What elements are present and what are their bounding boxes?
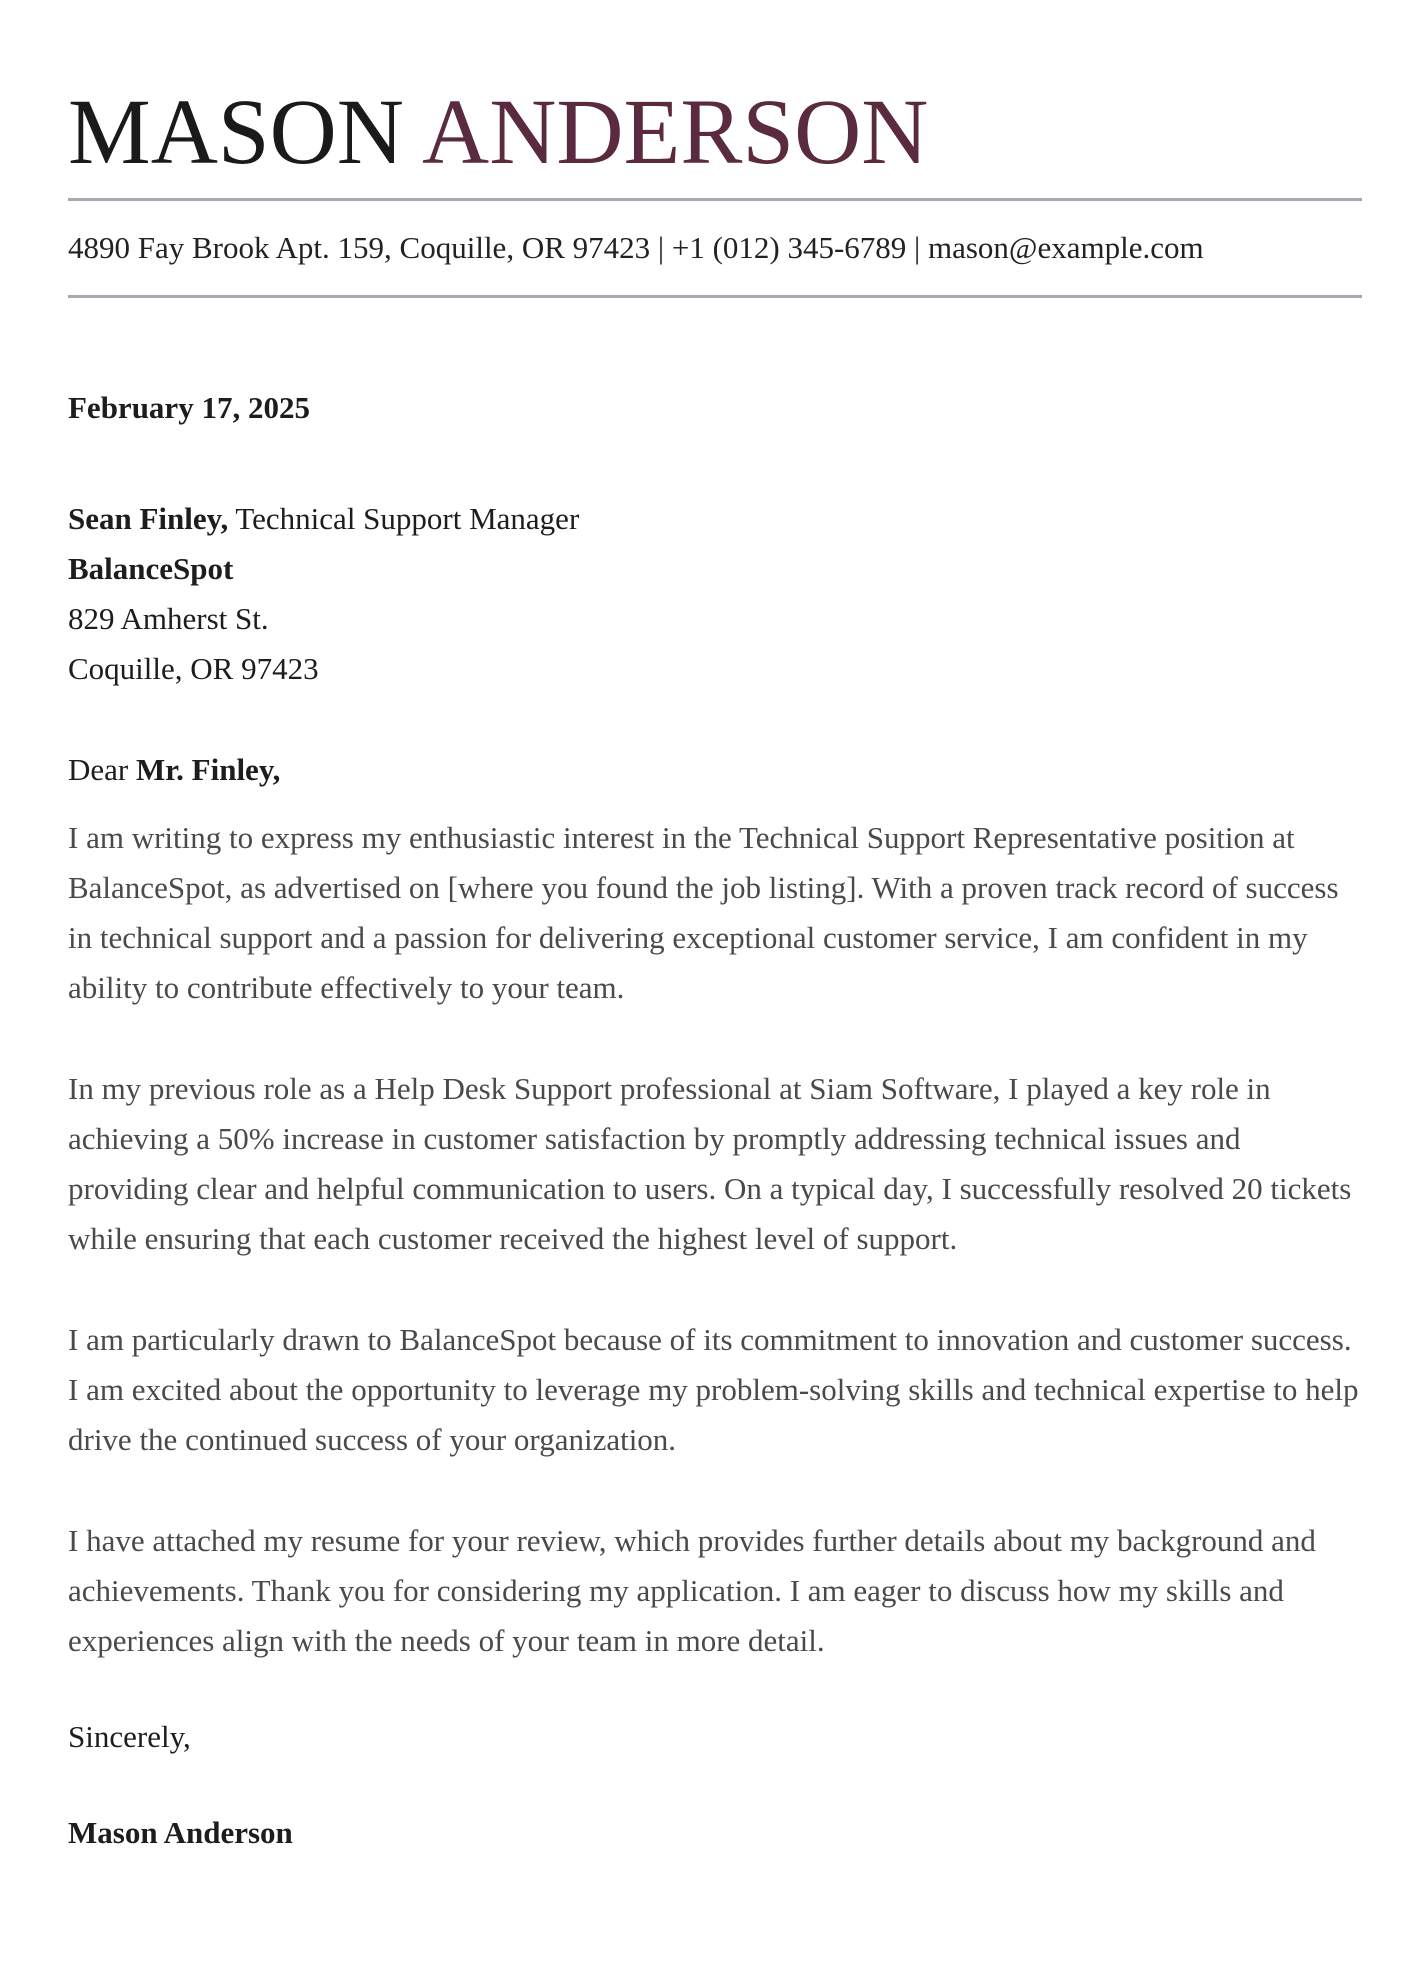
closing: Sincerely, <box>68 1719 191 1754</box>
salutation <box>68 750 1362 790</box>
cover-letter-page <box>68 0 1362 1853</box>
header-bottom-divider <box>68 295 1362 298</box>
recipient-name: Sean Finley, <box>68 501 229 536</box>
recipient-street: 829 Amherst St. <box>68 601 269 636</box>
last-name: ANDERSON <box>422 81 929 184</box>
recipient-block <box>68 494 1362 694</box>
contact-line: 4890 Fay Brook Apt. 159, Coquille, OR 97423 | +1 (012) 345-6789 | mason@example.com <box>68 230 1204 265</box>
body-paragraph: I am particularly drawn to BalanceSpot because of its commitment to innovation and customer success. I am excited about the opportunity to leverage my problem-solving skills and technical expertise to help drive the continued success of your organization. <box>68 1322 1359 1457</box>
salutation-name: Mr. Finley, <box>135 752 281 787</box>
first-name: MASON <box>68 81 404 184</box>
recipient-company: BalanceSpot <box>68 551 234 586</box>
applicant-name-header <box>68 0 1362 188</box>
body-paragraph: I am writing to express my enthusiastic interest in the Technical Support Representative position at BalanceSpot, as advertised on [where you found the job listing]. With a proven track record of success in technical support and a passion for delivering exceptional customer service, I am confident in my ability to contribute effectively to your team. <box>68 820 1339 1005</box>
body-paragraph: In my previous role as a Help Desk Support professional at Siam Software, I played a key role in achieving a 50% increase in customer satisfaction by promptly addressing technical issues and providing clear and helpful communication to users. On a typical day, I successfully resolved 20 tickets while ensuring that each customer received the highest level of support. <box>68 1071 1352 1256</box>
letter-date: February 17, 2025 <box>68 390 310 425</box>
salutation-prefix: Dear <box>68 752 136 787</box>
body-paragraph: I have attached my resume for your review, which provides further details about my background and achievements. Thank you for considering my application. I am eager to discuss how my skills and experiences align with the needs of your team in more detail. <box>68 1523 1316 1658</box>
recipient-name-line <box>68 494 1362 544</box>
letter-body <box>68 813 1362 1666</box>
signature-name: Mason Anderson <box>68 1815 293 1850</box>
recipient-title: Technical Support Manager <box>228 501 580 536</box>
recipient-city: Coquille, OR 97423 <box>68 651 319 686</box>
